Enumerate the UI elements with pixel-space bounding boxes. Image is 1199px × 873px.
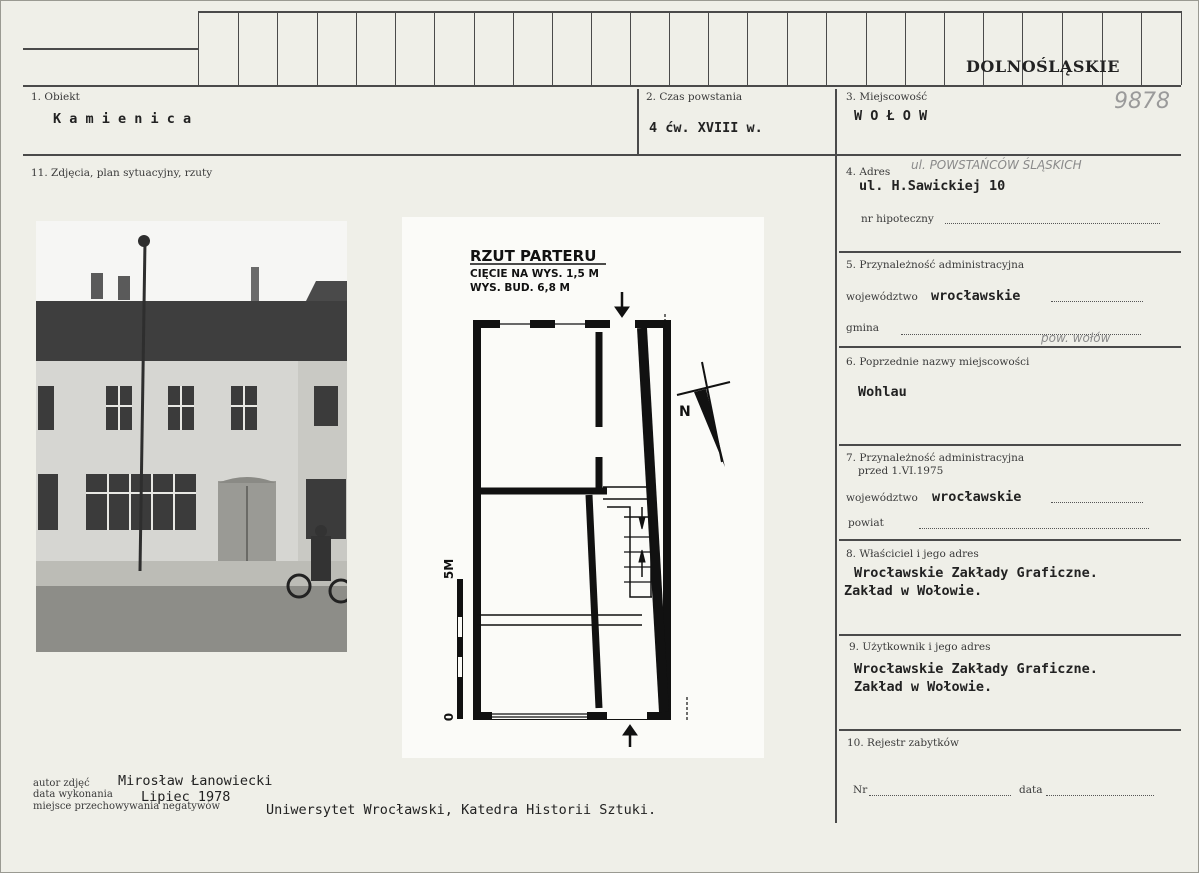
user-line-1: Wrocławskie Zakłady Graficzne. (854, 661, 1098, 677)
floor-plan (402, 217, 764, 758)
owner-label: 8. Właściciel i jego adres (846, 548, 979, 560)
plan-building-height: WYS. BUD. 6,8 M (470, 282, 570, 294)
divider (839, 251, 1181, 253)
voivodeship-before-value: wrocławskie (932, 489, 1022, 505)
previous-names-value: Wohlau (858, 384, 907, 400)
index-cell-divider (395, 11, 396, 85)
divider (839, 539, 1181, 541)
address-handwritten: ul. POWSTAŃCÓW ŚLĄSKICH (911, 158, 1082, 172)
register-nr-line (869, 795, 1011, 796)
divider (23, 154, 1181, 156)
index-cell-divider (944, 11, 945, 85)
index-cell-divider (513, 11, 514, 85)
header-top-rule (198, 11, 1181, 13)
index-cell-divider (905, 11, 906, 85)
date-taken-label: data wykonania (33, 789, 113, 800)
user-line-2: Zakład w Wołowie. (854, 679, 993, 695)
voivodeship-line (1051, 301, 1143, 302)
commune-handwritten: pow. wołów (1041, 331, 1111, 345)
date-taken-value: Lipiec 1978 (141, 789, 231, 805)
owner-line-2: Zakład w Wołowie. (844, 583, 983, 599)
divider (835, 89, 837, 823)
object-label: 1. Obiekt (31, 91, 80, 103)
admin-before-date: przed 1.VI.1975 (858, 465, 944, 477)
locality-label: 3. Miejscowość (846, 91, 928, 103)
index-cell-divider (669, 11, 670, 85)
county-line (919, 528, 1149, 529)
header-rule (23, 48, 198, 50)
divider (839, 634, 1181, 636)
region-stamp: DOLNOŚLĄSKIE (966, 57, 1120, 76)
index-cell-divider (1141, 11, 1142, 85)
register-date-label: data (1019, 784, 1043, 796)
county-label: powiat (848, 517, 884, 529)
index-cell-divider (866, 11, 867, 85)
header-bottom-rule (23, 85, 1181, 87)
negatives-location-value: Uniwersytet Wrocławski, Katedra Historii Sztuki. (266, 802, 657, 818)
owner-line-1: Wrocławskie Zakłady Graficzne. (854, 565, 1098, 581)
voivodeship-value: wrocławskie (931, 288, 1021, 304)
index-cell-divider (591, 11, 592, 85)
catalog-number: 9878 (1114, 89, 1170, 114)
index-cell-divider (826, 11, 827, 85)
register-date-line (1046, 795, 1154, 796)
building-photo (36, 221, 347, 652)
index-cell-divider (708, 11, 709, 85)
plan-title: RZUT PARTERU (470, 247, 597, 265)
scale-top-label: 5M (442, 558, 456, 580)
index-cell-divider (277, 11, 278, 85)
negatives-location-label: miejsce przechowywania negatywów (33, 801, 220, 812)
divider (637, 89, 639, 154)
photos-label: 11. Zdjęcia, plan sytuacyjny, rzuty (31, 167, 213, 179)
index-cell-divider (356, 11, 357, 85)
index-cell-divider (1181, 11, 1182, 85)
index-cell-divider (630, 11, 631, 85)
divider (839, 444, 1181, 446)
plan-section-height: CIĘCIE NA WYS. 1,5 M (470, 268, 599, 280)
divider (839, 346, 1181, 348)
user-label: 9. Użytkownik i jego adres (849, 641, 991, 653)
mortgage-no-label: nr hipoteczny (861, 213, 934, 225)
object-value: K a m i e n i c a (53, 111, 192, 127)
index-cell-divider (434, 11, 435, 85)
locality-value: W O Ł O W (854, 108, 928, 124)
scale-bottom-label: 0 (442, 712, 456, 722)
photo-image (36, 221, 347, 652)
index-cell-divider (747, 11, 748, 85)
north-label: N (679, 404, 691, 420)
index-cell-divider (787, 11, 788, 85)
mortgage-no-line (945, 223, 1160, 224)
author-value: Mirosław Łanowiecki (118, 773, 273, 789)
admin-before-label: 7. Przynależność administracyjna (846, 452, 1025, 464)
address-label: 4. Adres (846, 166, 891, 178)
voivodeship-before-line (1051, 502, 1143, 503)
index-cell-divider (552, 11, 553, 85)
floor-plan-drawing (402, 217, 764, 758)
commune-label: gmina (846, 322, 880, 334)
index-cell-divider (317, 11, 318, 85)
address-value: ul. H.Sawickiej 10 (859, 178, 1006, 194)
date-origin-value: 4 ćw. XVIII w. (649, 120, 763, 136)
admin-label: 5. Przynależność administracyjna (846, 259, 1025, 271)
index-cell-divider (198, 11, 199, 85)
author-label: autor zdjęć (33, 778, 90, 789)
index-cell-divider (238, 11, 239, 85)
register-nr-label: Nr (853, 784, 868, 796)
divider (839, 729, 1181, 731)
previous-names-label: 6. Poprzednie nazwy miejscowości (846, 356, 1030, 368)
register-label: 10. Rejestr zabytków (847, 737, 959, 749)
voivodeship-before-label: województwo (846, 492, 918, 504)
voivodeship-label: województwo (846, 291, 918, 303)
date-origin-label: 2. Czas powstania (646, 91, 743, 103)
index-cell-divider (474, 11, 475, 85)
